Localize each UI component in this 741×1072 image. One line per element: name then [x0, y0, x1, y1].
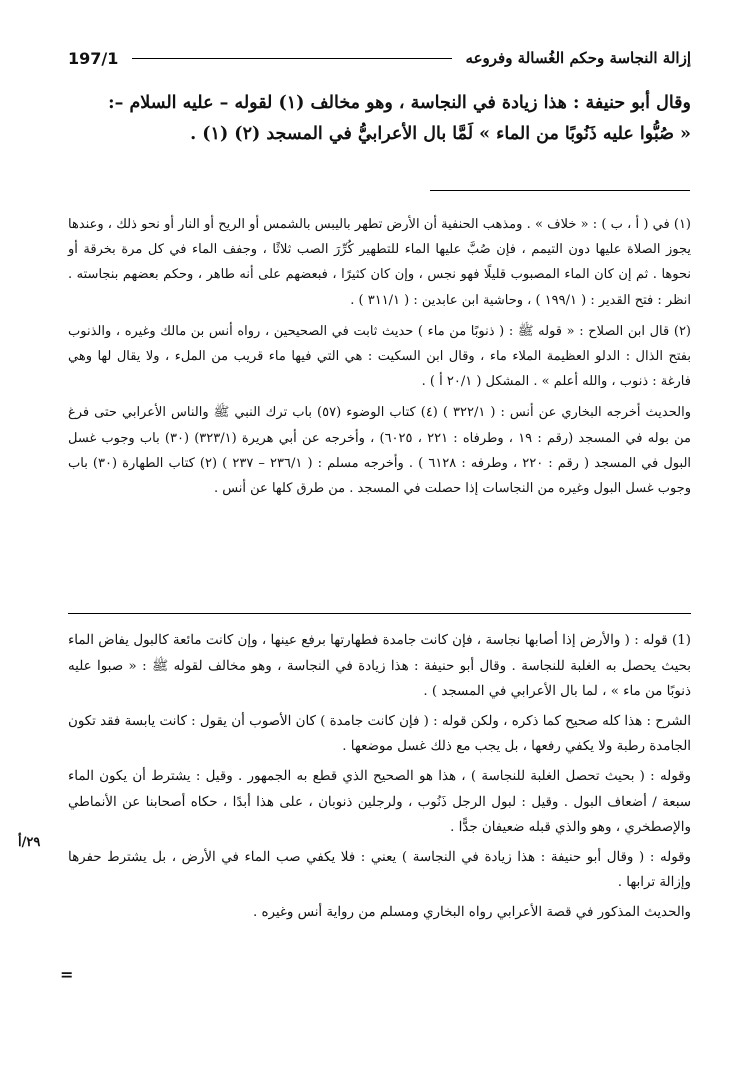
commentary-paragraph: الشرح : هذا كله صحيح كما ذكره ، ولكن قوله : ( فإن كانت جامدة ) كان الأصوب أن يقول : كانت يابسة فقد تكون الجامدة رطبة ولا يكفي رفعها ، بل يجب مع ذلك غسل موضعها .: [68, 713, 691, 755]
manuscript-margin-note: ٢٩/أ: [18, 835, 41, 850]
main-text-line: « صُبُّوا عليه ذَنُوبًا من الماء » لَمَّا بال الأعرابيُّ في المسجد (٢) (١) .: [190, 124, 691, 144]
footnotes: [68, 212, 691, 501]
commentary-paragraph: (1) قوله : ( والأرض إذا أصابها نجاسة ، فإن كانت جامدة فطهارتها برفع عينها ، وإن كانت مائعة كالبول يفاض الماء بحيث يحصل به الغلبة للنجاسة . وقال أبو حنيفة : هذا زيادة في النجاسة ، وهو مخالف لقوله ﷺ : « صبوا عليه ذنوبًا من ماء » ، لما بال الأعرابي في المسجد ) .: [68, 633, 691, 700]
footnote: والحديث أخرجه البخاري عن أنس : ( ٣٢٢/١ ) (٤) كتاب الوضوء (٥٧) باب ترك النبي ﷺ والناس الأعرابي حتى فرغ من بوله في المسجد (رقم : ١٩ ، وطرفاه : ٢٢١ ، ٦٠٢٥) ، وأخرجه عن أبي هريرة (٣٢٣/١) (٣٠) باب وجوب غسل البول في المسجد ( رقم : ٢٢٠ ، وطرفه : ٦١٢٨ ) . وأخرجه مسلم : ( ٢٣٦/١ – ٢٣٧ ) (٢) كتاب الطهارة (٣٠) باب وجوب غسل البول وغيره من النجاسات إذا حصلت في المسجد . من طرق كلها عن أنس .: [68, 405, 692, 497]
page-end-mark: =: [60, 965, 74, 984]
page-number: 197/1: [68, 48, 119, 68]
header-rule: [132, 58, 451, 59]
running-header: [68, 44, 691, 72]
main-text: [68, 88, 691, 150]
commentary-paragraph: والحديث المذكور في قصة الأعرابي رواه البخاري ومسلم من رواية أنس وغيره .: [252, 904, 691, 920]
footnote-separator: [430, 190, 690, 191]
commentary-paragraph: وقوله : ( بحيث تحصل الغلبة للنجاسة ) ، هذا هو الصحيح الذي قطع به الجمهور . وقيل : يشترط أن يكون الماء سبعة / أضعاف البول . وقيل : لبول الرجل ذَنُوب ، ولرجلين ذنوبان ، على هذا أبدًا ، حكاه أصحابنا عن الأنماطي والإصطخري ، وهو والذي قبله ضعيفان جدًّا .: [68, 768, 691, 836]
commentary-paragraph: وقوله : ( وقال أبو حنيفة : هذا زيادة في النجاسة ) يعني : فلا يكفي صب الماء في الأرض ، بل يشترط حفرها وإزالة ترابها .: [68, 849, 691, 891]
commentary-separator: [68, 613, 691, 614]
main-text-line: وقال أبو حنيفة : هذا زيادة في النجاسة ، وهو مخالف (١) لقوله – عليه السلام –:: [108, 93, 691, 113]
running-title: إزالة النجاسة وحكم الغُسالة وفروعه: [465, 49, 691, 67]
commentary: [68, 628, 691, 926]
footnote: (٢) قال ابن الصلاح : « قوله ﷺ : ( ذنوبًا من ماء ) حديث ثابت في الصحيحين ، رواه أنس بن مالك وغيره ، والذنوب بفتح الذال : الدلو العظيمة الملاء ماء ، وقال ابن السكيت : هي التي فيها ماء قريب من الملء ، ولا يقال لها وهي فارغة : ذنوب ، والله أعلم » . المشكل ( ٢٠/١ أ ) .: [68, 323, 691, 390]
footnote: (١) في ( أ ، ب ) : « خلاف » . ومذهب الحنفية أن الأرض تطهر باليبس بالشمس أو الريح أو النار أو نحو ذلك ، وعندها يجوز الصلاة عليها دون التيمم ، فإن صُبَّ عليها الماء للتطهير كُرِّرَ الصب ثلاثًا ، وجفف الماء في كل مرة بخرقة أو نحوها . ثم إن كان الماء المصبوب قليلًا فهو نجس ، وإن كان كثيرًا ، فبعضهم على أنه طاهر ، وحكم بعضهم بنجاسته . انظر : فتح القدير : ( ١٩٩/١ ) ، وحاشية ابن عابدين : ( ٣١١/١ ) .: [68, 217, 691, 308]
